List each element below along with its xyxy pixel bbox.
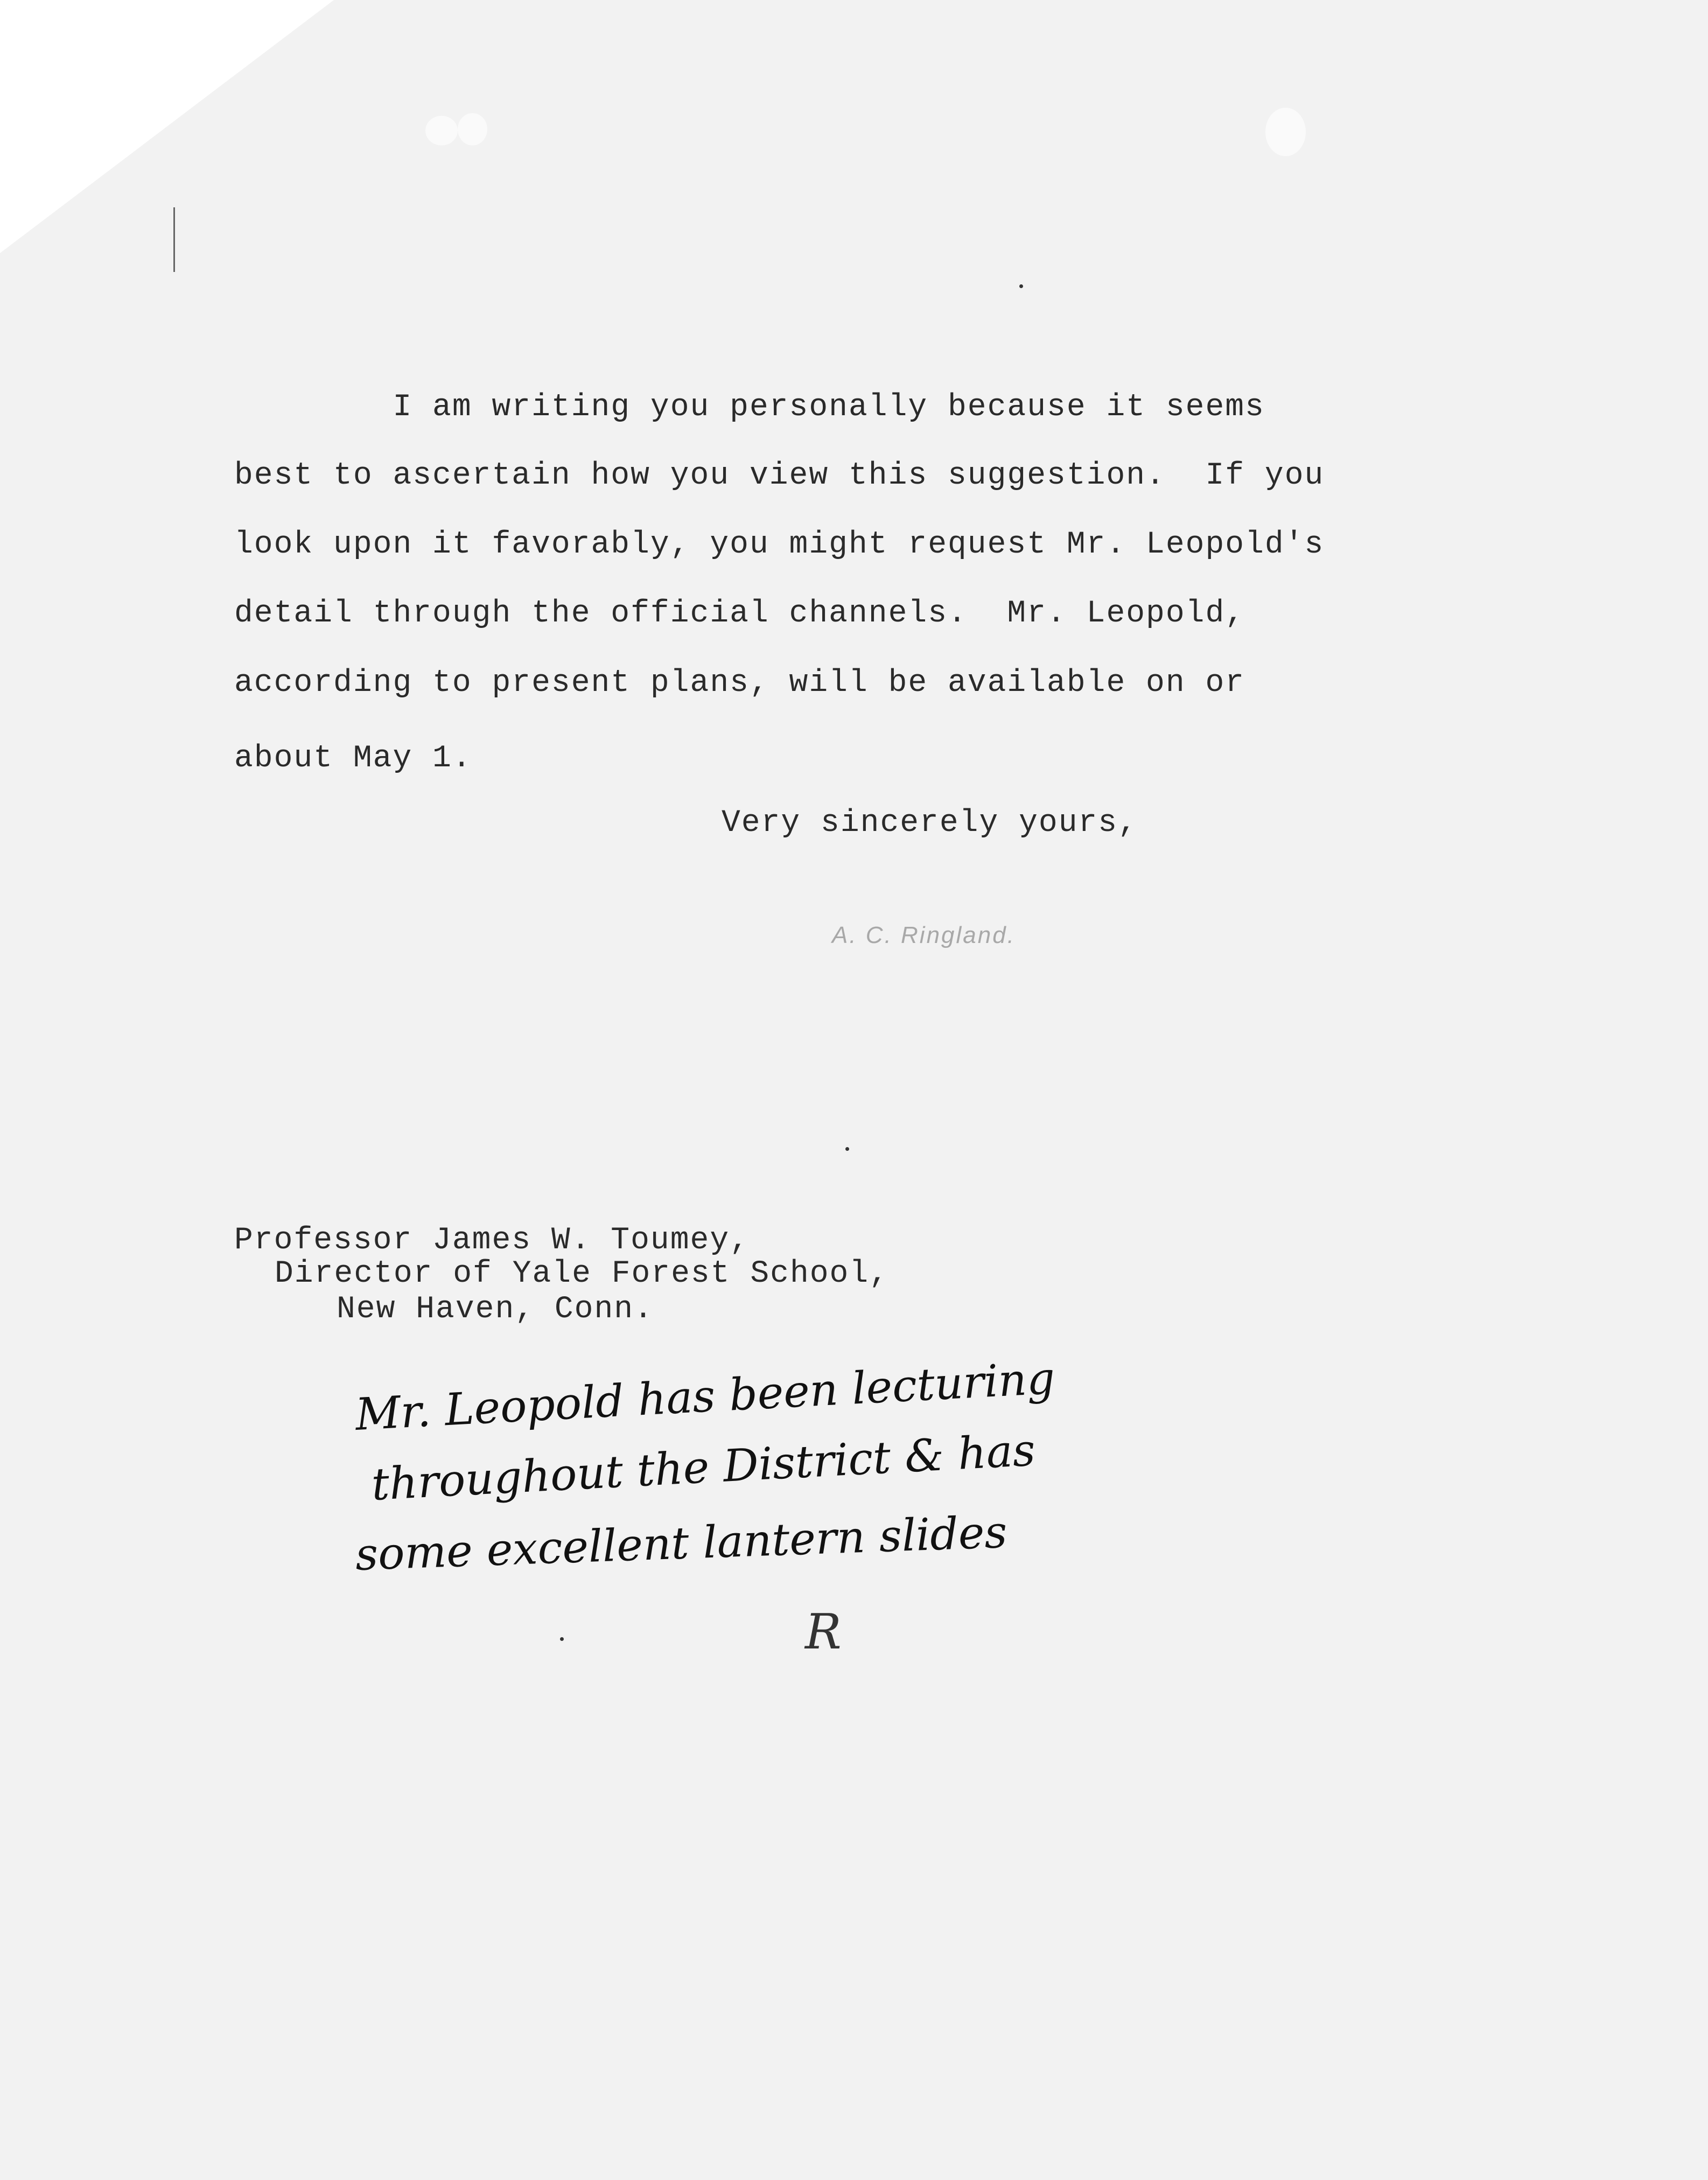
body-line-6: about May 1.: [234, 741, 472, 776]
recipient-line-3: New Haven, Conn.: [337, 1292, 654, 1327]
handwritten-line-1: Mr. Leopold has been lecturing: [354, 1352, 1056, 1441]
body-line-5: according to present plans, will be available on or: [234, 666, 1245, 701]
handwritten-note: [354, 1352, 1195, 1605]
handwritten-line-3: some excellent lantern slides: [354, 1506, 1008, 1581]
recipient-line-1: Professor James W. Toumey,: [234, 1223, 750, 1258]
body-line-1: I am writing you personally because it seems: [234, 390, 1265, 425]
punch-hole-right: [1265, 108, 1306, 156]
handwritten-line-2: throughout the District & has: [370, 1424, 1037, 1511]
body-line-2: best to ascertain how you view this suggestion. If you: [234, 458, 1325, 493]
speck: [845, 1147, 849, 1151]
margin-mark: [173, 207, 175, 272]
signature-stamp: A. C. Ringland.: [832, 922, 1016, 948]
recipient-line-2: Director of Yale Forest School,: [275, 1256, 889, 1291]
punch-hole-left: [425, 116, 458, 145]
folded-corner: [0, 0, 334, 253]
speck: [560, 1637, 564, 1641]
closing: Very sincerely yours,: [722, 806, 1138, 841]
speck: [1019, 284, 1023, 288]
handwritten-initial: R: [805, 1604, 842, 1660]
body-line-3: look upon it favorably, you might request Mr. Leopold's: [234, 527, 1325, 562]
punch-hole-left-2: [458, 113, 487, 145]
body-line-4: detail through the official channels. Mr. Leopold,: [234, 596, 1245, 631]
